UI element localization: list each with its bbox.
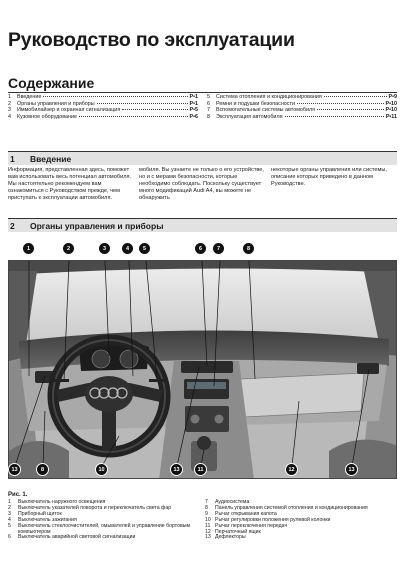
toc-entry-label: Ремни и подушки безопасности [216, 100, 295, 107]
legend-number: 5 [8, 522, 11, 529]
figure-legend-left [8, 500, 200, 541]
intro-text-column-1: Информация, представленная здесь, поможет вам использовать весь потенциал автомобиля. Мы настоятельно рекомендуем вам ознакомиться с Руководством прежде, чем приступать к эксплуатации автомобиля. [8, 167, 132, 201]
toc-leader-dots [97, 103, 188, 104]
section-2-header [8, 218, 397, 232]
toc-entry [207, 114, 397, 121]
section-number: 2 [10, 220, 15, 231]
callout-3: 3 [98, 242, 111, 255]
legend-text: Перчаточный ящик [215, 528, 261, 535]
callout-13-center: 13 [170, 463, 183, 476]
legend-text: Выключатель аварийной световой сигнализации [18, 534, 136, 541]
callout-8-bottom: 8 [36, 463, 49, 476]
legend-number: 1 [8, 499, 11, 505]
legend-text: Рычаг регулировки положения рулевой колонки [215, 516, 331, 523]
callout-7: 7 [212, 242, 225, 255]
legend-item [8, 535, 200, 541]
callout-12: 12 [285, 463, 298, 476]
intro-text-column-3: некоторые органы управления или системы, описание которых приведено в данном Руководстве. [271, 167, 387, 187]
toc-entry-page: P•1 [189, 94, 198, 100]
legend-text: Приборный щиток [18, 510, 62, 517]
callout-13-left: 13 [8, 463, 21, 476]
legend-number: 4 [8, 516, 11, 523]
toc-entry-number: 6 [207, 100, 210, 107]
toc-entry-number: 8 [207, 113, 210, 120]
callout-10: 10 [95, 463, 108, 476]
intro-text-column-2: мобиля. Вы узнаете не только о его устройстве, но и с мерами безопасности, которые необходимо соблюдать. Поскольку существует много модификаций Audi A4, вы можете не обнаружить [139, 167, 264, 201]
toc-entry-label: Система отопления и кондиционирования [216, 94, 322, 100]
section-1-header [8, 151, 397, 165]
callout-8: 8 [242, 242, 255, 255]
legend-number: 11 [205, 522, 211, 529]
legend-text: Выключатель наружного освещения [18, 499, 106, 505]
toc-entry-page: P•10 [385, 107, 397, 113]
toc-entry-number: 1 [8, 94, 11, 100]
page-title: Руководство по эксплуатации [8, 29, 295, 51]
toc-column-right [207, 94, 397, 120]
toc-leader-dots [122, 109, 187, 110]
legend-text: Аудиосистема [215, 499, 250, 505]
legend-number: 3 [8, 510, 11, 517]
toc-entry-page: P•1 [189, 100, 198, 107]
callout-6: 6 [194, 242, 207, 255]
legend-text: Выключатель зажигания [18, 516, 77, 523]
section-title: Органы управления и приборы [30, 220, 164, 231]
legend-number: 9 [205, 510, 208, 517]
legend-text: Панель управления системой отопления и кондиционирования [215, 504, 368, 511]
legend-number: 13 [205, 534, 211, 541]
toc-leader-dots [317, 109, 383, 110]
callout-2: 2 [62, 242, 75, 255]
toc-entry-label: Органы управления и приборы [17, 100, 95, 107]
legend-text: Дефлекторы [215, 534, 246, 541]
legend-number: 12 [205, 528, 211, 535]
toc-entry-label: Введение [17, 94, 42, 100]
toc-entry-number: 3 [8, 107, 11, 113]
toc-entry-label: Иммобилайзер и охранная сигнализация [17, 107, 121, 113]
toc-entry-number: 2 [8, 100, 11, 107]
toc-entry-number: 4 [8, 113, 11, 120]
callout-4: 4 [121, 242, 134, 255]
toc-entry-page: P•9 [388, 94, 397, 100]
toc-leader-dots [79, 116, 187, 117]
callout-11: 11 [194, 463, 207, 476]
figure-caption: Рис. 1. [8, 492, 28, 498]
toc-leader-dots [324, 96, 387, 97]
toc-leader-dots [285, 116, 384, 117]
legend-number: 8 [205, 504, 208, 511]
dashboard-illustration [9, 261, 397, 479]
legend-item [205, 535, 397, 541]
toc-leader-dots [297, 103, 384, 104]
toc-entry-page: P•6 [189, 113, 198, 120]
callout-5: 5 [138, 242, 151, 255]
callout-1: 1 [22, 242, 35, 255]
legend-text: Рычаг переключения передач [215, 522, 288, 529]
toc-entry [8, 114, 198, 121]
section-title: Введение [30, 153, 72, 164]
toc-column-left [8, 94, 198, 120]
callout-13-right: 13 [345, 463, 358, 476]
toc-entry-page: P•11 [385, 113, 397, 120]
toc-entry-page: P•10 [385, 100, 397, 107]
legend-number: 7 [205, 499, 208, 505]
toc-entry-label: Кузовное оборудование [17, 113, 78, 120]
toc-entry-number: 7 [207, 107, 210, 113]
legend-text: Выключатель стеклоочистителей, омывателей и управление бортовым компьютером [18, 522, 191, 535]
toc-heading: Содержание [8, 75, 95, 91]
legend-number: 6 [8, 534, 11, 541]
legend-number: 2 [8, 504, 11, 511]
figure-legend-right [205, 500, 397, 541]
toc-entry-number: 5 [207, 94, 210, 100]
legend-text: Рычаг открывания капота [215, 510, 277, 517]
legend-number: 10 [205, 516, 211, 523]
toc-entry-label: Эксплуатация автомобиля [216, 113, 283, 120]
dashboard-photo [8, 260, 397, 479]
toc-divider [8, 92, 397, 93]
toc-entry-page: P•5 [189, 107, 198, 113]
toc-entry-label: Вспомогательные системы автомобиля [216, 107, 316, 113]
legend-text: Выключатель указателей поворота и переключатель света фар [18, 504, 172, 511]
toc-leader-dots [43, 96, 187, 97]
section-number: 1 [10, 153, 15, 164]
